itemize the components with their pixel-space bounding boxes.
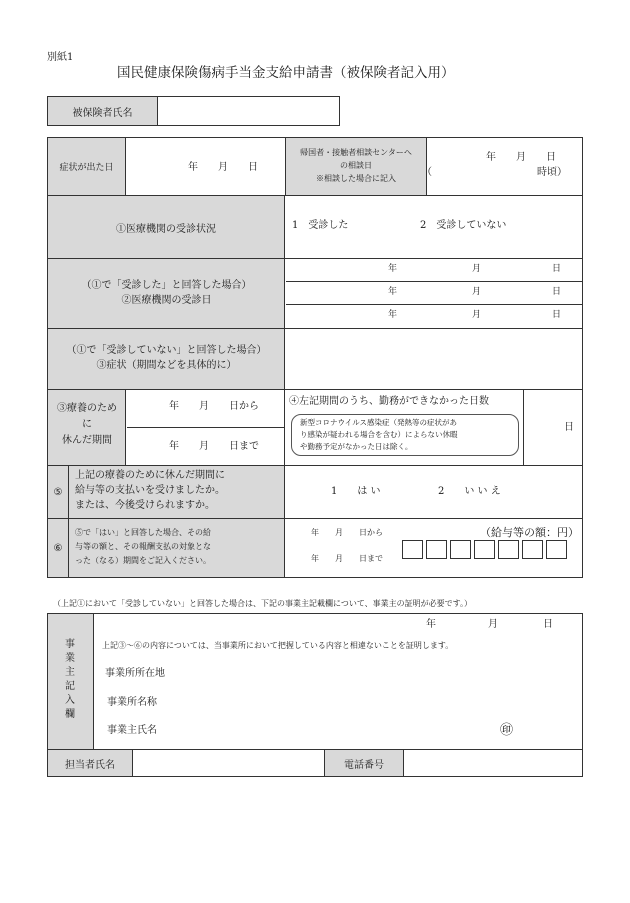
- contact-row: [47, 749, 583, 777]
- q6-to-date[interactable]: 年 月 日まで: [311, 554, 383, 563]
- q2-dates[interactable]: 年 月 日 年 月 日 年 月 日: [286, 259, 582, 328]
- employer-side-label: 事 業 主 記 入 欄: [48, 614, 94, 749]
- q3-label: （①で「受診していない」と回答した場合） ③症状（期間などを具体的に）: [48, 329, 285, 389]
- form-id: 別紙1: [47, 52, 74, 63]
- employer-company-label: 事業所名称: [107, 697, 157, 708]
- consult-date-value[interactable]: 年 月 日: [486, 152, 556, 163]
- employer-address-label: 事業所所在地: [105, 668, 165, 679]
- q1-option-visited[interactable]: 1 受診した: [292, 220, 349, 231]
- q5-option-no[interactable]: 2 い い え: [438, 486, 501, 497]
- symptom-date-value[interactable]: 年 月 日: [188, 162, 258, 173]
- q6-from-date[interactable]: 年 月 日から: [311, 528, 383, 537]
- name-label: 被保険者氏名: [48, 97, 158, 125]
- employer-section: [47, 613, 583, 750]
- consult-time-value[interactable]: 時頃）: [537, 167, 567, 178]
- q3-symptoms-input[interactable]: [286, 329, 582, 389]
- q5-option-yes[interactable]: 1 は い: [331, 486, 381, 497]
- q6-amount-label: （給与等の額：円）: [480, 526, 579, 539]
- employer-date-year[interactable]: 年: [426, 619, 436, 630]
- page-title: 国民健康保険傷病手当金支給申請書（被保険者記入用）: [117, 65, 455, 81]
- consult-date-label: 帰国者・接触者相談センターへ の相談日 ※相談した場合に記入: [285, 138, 427, 195]
- phone-input[interactable]: [405, 750, 582, 776]
- employer-note: （上記①において「受診していない」と回答した場合は、下記の事業主記載欄について、事業主の証明が必要です。）: [53, 599, 473, 608]
- q1-option-not-visited[interactable]: 2 受診していない: [420, 220, 507, 231]
- phone-label: 電話番号: [324, 750, 404, 776]
- symptom-date-label: 症状が出た日: [48, 138, 126, 195]
- q4-note-bracket: 新型コロナウイルス感染症（発熱等の症状があ り感染が疑われる場合を含む）によらない休暇 や勤務予定がなかった日は除く。: [291, 414, 519, 456]
- consult-time-open: （: [422, 167, 432, 178]
- name-row: [47, 96, 340, 126]
- contact-person-label: 担当者氏名: [48, 750, 133, 776]
- q5-label: ⑤ 上記の療養のために休んだ期間に 給与等の支払いを受けましたか。 または、今後受けられますか。: [48, 466, 285, 518]
- q4-days-unit[interactable]: 日: [564, 422, 574, 433]
- q1-label: ①医療機関の受診状況: [48, 196, 285, 258]
- q6-label: ⑥ ⑤で「はい」と回答した場合、その給 与等の額と、その報酬支払の対象とな った（なる）期間をご記入ください。: [48, 519, 285, 577]
- seal-icon: ㊞: [500, 723, 514, 738]
- main-form: [47, 137, 583, 578]
- q2-label: （①で「受診した」と回答した場合） ②医療機関の受診日: [48, 259, 285, 328]
- q4-period-dates[interactable]: 年 月 日から 年 月 日まで: [127, 390, 285, 465]
- employer-date-month[interactable]: 月: [488, 619, 498, 630]
- q4-period-label: ③療養のため に 休んだ期間: [48, 390, 126, 465]
- employer-owner-label: 事業主氏名: [107, 725, 157, 736]
- employer-date-day[interactable]: 日: [543, 619, 553, 630]
- contact-person-input[interactable]: [134, 750, 324, 776]
- q4-days-label: ④左記期間のうち、勤務ができなかった日数 新型コロナウイルス感染症（発熱等の症状があ り感染が疑われる場合を含む）によらない休暇 や勤務予定がなかった日は除く。: [286, 390, 524, 465]
- name-input[interactable]: [159, 97, 339, 125]
- employer-certification: 上記③～⑥の内容については、当事業所において把握している内容と相違ないことを証明します。: [102, 641, 454, 650]
